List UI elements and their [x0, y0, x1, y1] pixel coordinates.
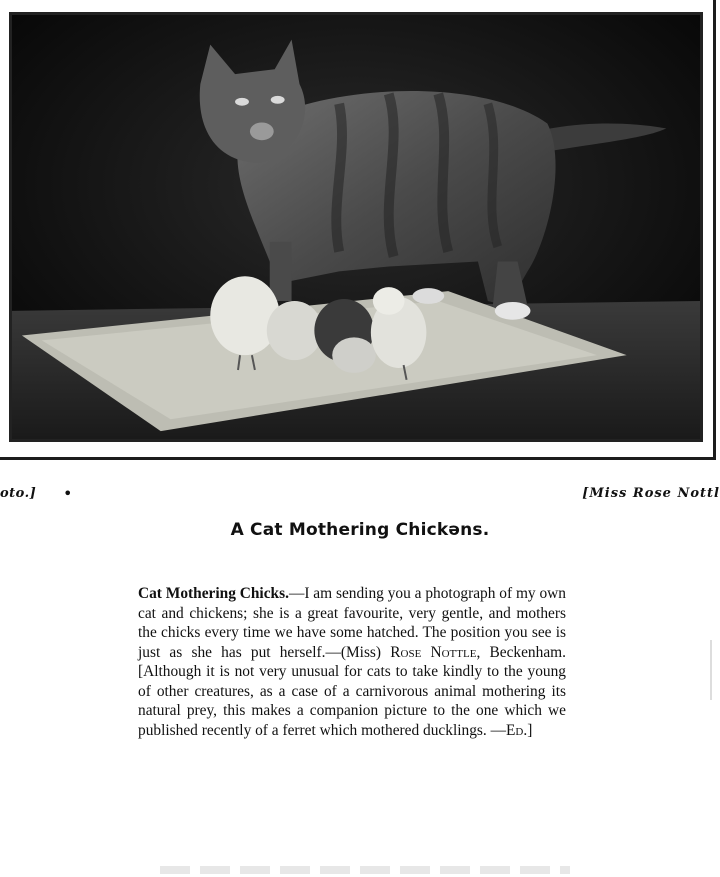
page-edge-mark	[710, 640, 712, 700]
chick	[210, 276, 279, 355]
letter-author-name: Rose Nottle	[390, 643, 477, 661]
stray-dot: •	[63, 484, 73, 503]
editor-signature: Ed.	[505, 721, 528, 739]
cat-with-chicks-photograph	[9, 12, 703, 442]
letter-text-1: —I am sending you a photograph of my own cat and chickens; she is a great favourite, very gentle, and mothers the chicks every time we have some hatched. The position you see is just as she has put herself.—(Miss)	[138, 585, 566, 661]
cut-off-next-line	[160, 866, 570, 874]
letter-text-3: ]	[527, 721, 533, 739]
photo-credit-right: [Miss Rose Nottl	[582, 486, 720, 501]
photo-credit-left: oto.]	[0, 486, 37, 501]
photo-illustration	[12, 15, 700, 439]
letter-paragraph	[138, 584, 566, 740]
letter-lead: Cat Mothering Chicks.	[138, 585, 289, 602]
photo-caption: A Cat Mothering Chickəns.	[230, 520, 490, 540]
cat-paw	[495, 302, 531, 320]
letter-text-2: , Beckenham. [Although it is not very unusual for cats to take kindly to the young of other creatures, as a case of a carnivorous animal mothering its natural prey, this makes a companion picture to the one which we published recently of a ferret which mothered ducklings. —	[138, 643, 566, 739]
chick	[267, 301, 323, 360]
chick	[332, 337, 376, 372]
